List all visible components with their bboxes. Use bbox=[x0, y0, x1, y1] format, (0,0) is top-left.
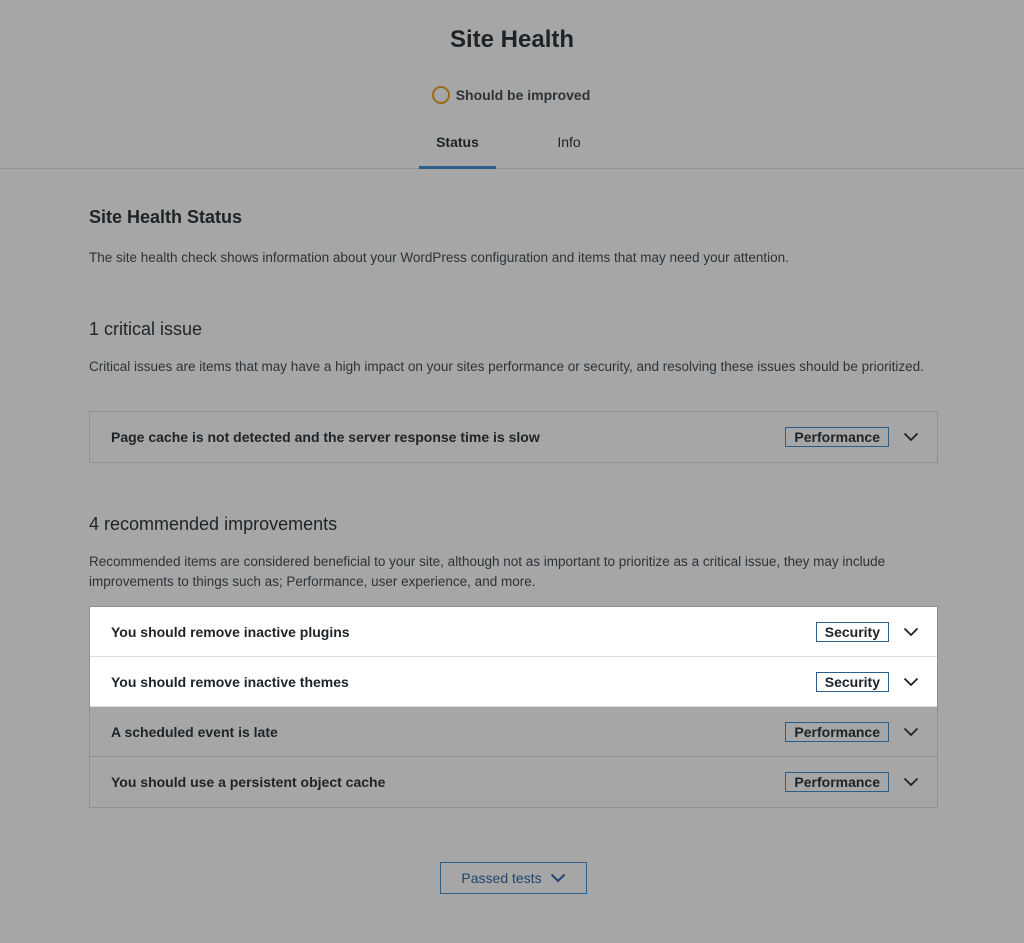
section-description: The site health check shows information about your WordPress configuration and items that may need your attention. bbox=[89, 250, 789, 265]
issue-item-inactive-themes[interactable] bbox=[90, 657, 937, 707]
health-status bbox=[0, 86, 1024, 104]
chevron-down-icon[interactable] bbox=[903, 774, 919, 790]
passed-tests-button[interactable] bbox=[440, 862, 587, 894]
issue-title: You should remove inactive themes bbox=[111, 673, 349, 690]
issue-item-scheduled-event[interactable] bbox=[90, 707, 937, 757]
chevron-down-icon bbox=[550, 873, 566, 883]
critical-issues-list bbox=[89, 411, 938, 463]
issue-title: You should remove inactive plugins bbox=[111, 623, 350, 640]
status-ring-icon bbox=[432, 86, 450, 104]
recommended-improvements-description: Recommended items are considered beneficial to your site, although not as important to prioritize as a critical issue, they may include improvements to things such as; Performance, user experience, and more. bbox=[89, 554, 886, 589]
chevron-down-icon[interactable] bbox=[903, 724, 919, 740]
chevron-down-icon[interactable] bbox=[903, 624, 919, 640]
issue-badge: Security bbox=[816, 622, 889, 642]
issue-item-inactive-plugins[interactable] bbox=[90, 607, 937, 657]
section-title: Site Health Status bbox=[89, 207, 243, 227]
recommended-improvements-title: 4 recommended improvements bbox=[89, 514, 338, 534]
tab-status[interactable]: Status bbox=[419, 120, 496, 169]
header-tabs bbox=[0, 120, 1024, 169]
issue-title: You should use a persistent object cache bbox=[111, 774, 386, 790]
critical-issues-title: 1 critical issue bbox=[89, 319, 203, 339]
recommended-improvements-list bbox=[89, 606, 938, 808]
critical-issues-description: Critical issues are items that may have a high impact on your sites performance or security, and resolving these issues should be prioritized. bbox=[89, 359, 924, 374]
passed-tests-label: Passed tests bbox=[461, 870, 542, 886]
issue-title: Page cache is not detected and the server response time is slow bbox=[111, 429, 540, 445]
issue-badge: Performance bbox=[785, 722, 889, 742]
issue-badge: Performance bbox=[785, 772, 889, 792]
site-health-header bbox=[0, 0, 1024, 169]
issue-item-object-cache[interactable] bbox=[90, 757, 937, 807]
issue-badge: Security bbox=[816, 672, 889, 692]
chevron-down-icon[interactable] bbox=[903, 429, 919, 445]
tab-info[interactable]: Info bbox=[557, 134, 581, 150]
issue-item-page-cache[interactable] bbox=[90, 412, 937, 462]
page-title: Site Health bbox=[449, 26, 575, 53]
issue-badge: Performance bbox=[785, 427, 889, 447]
chevron-down-icon[interactable] bbox=[903, 674, 919, 690]
issue-title: A scheduled event is late bbox=[111, 723, 278, 740]
health-status-label: Should be improved bbox=[455, 87, 591, 103]
